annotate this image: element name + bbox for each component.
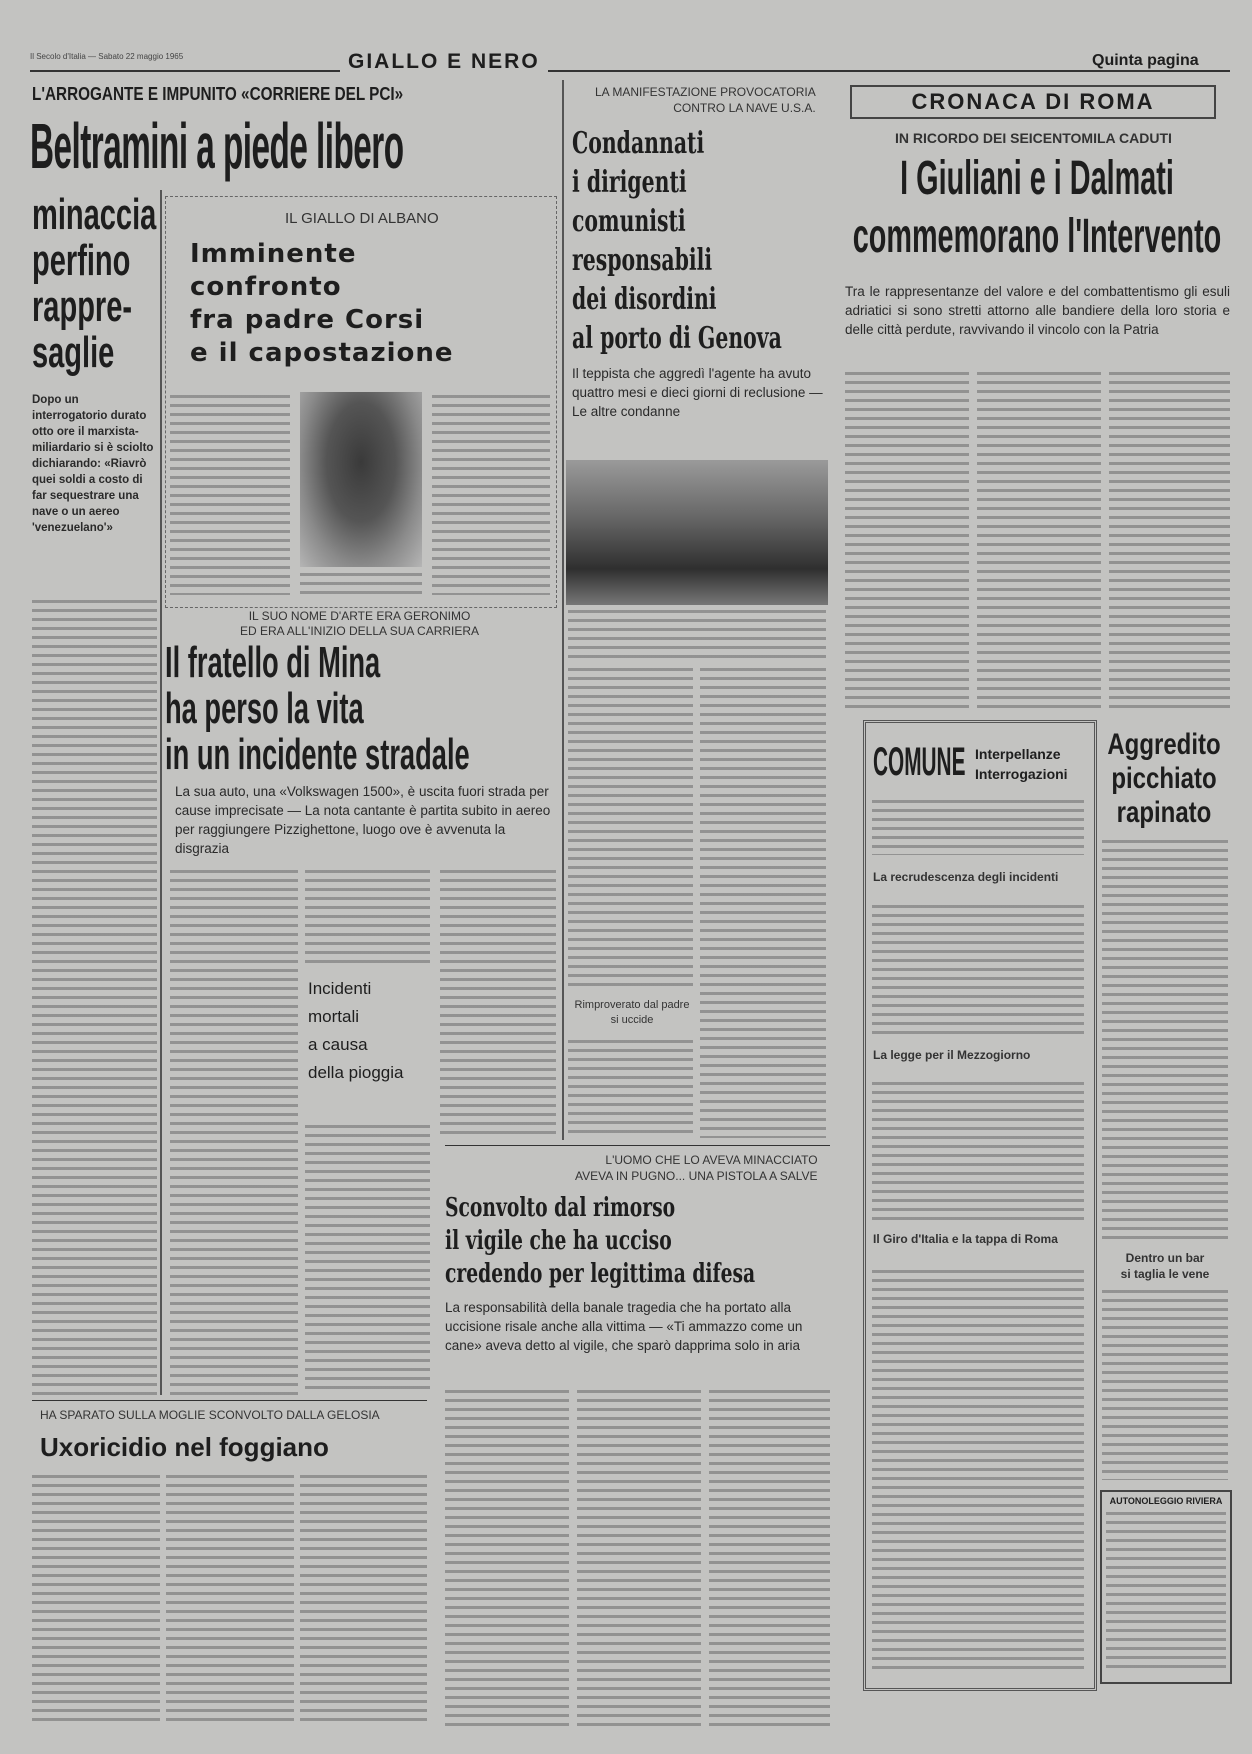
headline-line: fra padre Corsi: [190, 305, 425, 335]
comune-body: [872, 1270, 1084, 1672]
roma-headline: [845, 150, 1229, 266]
divider: [445, 1145, 830, 1146]
vigile-headline: [445, 1192, 755, 1291]
vigile-deck: La responsabilità della banale tragedia che ha portato alla uccisione risale anche alla vittima — «Ti ammazzo come un cane» aveva detto al vigile, che sparò dapprima solo in aria: [445, 1300, 803, 1353]
side-head-line: perfino: [32, 236, 131, 285]
headline-line: i dirigenti: [572, 165, 687, 200]
comune-subhead: La legge per il Mezzogiorno: [873, 1048, 1031, 1062]
genova-body: [568, 668, 693, 988]
page-label: Quinta pagina: [1088, 52, 1203, 70]
mina-deck: La sua auto, una «Volkswagen 1500», è uscita fuori strada per cause imprecisate — La nota cantante è partita subito in aereo per raggiungere Pizzighettone, luogo ove è avvenuta la disgrazia: [175, 784, 551, 856]
mina-kicker: [240, 609, 479, 639]
mina-body: [440, 870, 556, 1140]
headline-line: Condannati: [572, 126, 705, 161]
subtitle-line: Interpellanze: [975, 746, 1061, 762]
comune-subhead: La recrudescenza degli incidenti: [873, 870, 1059, 884]
aggredito-headline: [1100, 728, 1228, 830]
genova-deck: Il teppista che aggredì l'agente ha avuto quattro mesi e dieci giorni di reclusione — Le altre condanne: [572, 366, 823, 419]
photo-caption: [568, 610, 826, 660]
comune-intro: [872, 800, 1084, 855]
mina-headline: [165, 640, 470, 778]
roma-kicker: IN RICORDO DEI SEICENTOMILA CADUTI: [895, 130, 1172, 146]
masthead-rule: [30, 70, 1230, 72]
aggredito-body: [1102, 840, 1228, 1240]
subhead-line: si taglia le vene: [1120, 1267, 1210, 1281]
kicker-line: IL SUO NOME D'ARTE ERA GERONIMO: [248, 609, 471, 623]
headline-line: picchiato: [1111, 762, 1217, 795]
headline-line: Aggredito: [1107, 728, 1221, 761]
subhead-line: si uccide: [610, 1014, 654, 1026]
headline-line: Incidenti: [308, 979, 372, 998]
beltramini-deck: Dopo un interrogatorio durato otto ore il marxista-miliardario si è sciolto dichiarando: «Riavrò quei soldi a costo di far sequestrare una nave o un aereo 'venezuelano'»: [32, 394, 154, 534]
headline-line: responsabili: [572, 243, 713, 278]
headline-line: Il fratello di Mina: [165, 638, 381, 687]
headline-line: al porto di Genova: [572, 321, 782, 356]
vigile-body: [445, 1390, 830, 1728]
column-rule: [562, 80, 564, 1140]
kicker-line: AVEVA IN PUGNO... UNA PISTOLA A SALVE: [575, 1169, 818, 1183]
subhead-line: Dentro un bar: [1125, 1251, 1205, 1265]
mina-body: [305, 870, 430, 965]
headline-line: I Giuliani e i Dalmati: [900, 152, 1174, 205]
genova-headline: [572, 124, 782, 358]
genova-subhead: [572, 998, 692, 1028]
headline-line: commemorano l'Intervento: [852, 210, 1222, 263]
comune-body: [872, 1082, 1084, 1220]
pioggia-headline: [308, 975, 403, 1087]
aggredito-subhead: [1102, 1250, 1228, 1282]
divider: [32, 1400, 427, 1401]
headline-line: rapinato: [1116, 796, 1212, 829]
ad-price-list: [1106, 1512, 1226, 1672]
beltramini-kicker: L'ARROGANTE E IMPUNITO «CORRIERE DEL PCI»: [32, 84, 404, 104]
column-rule: [160, 190, 162, 1395]
side-head-line: rappre-: [32, 282, 133, 331]
cronaca-roma-banner: CRONACA DI ROMA: [850, 85, 1216, 119]
headline-line: della pioggia: [308, 1063, 404, 1082]
mina-body: [170, 870, 298, 1395]
beltramini-body: [32, 600, 157, 1395]
genova-photo: [566, 460, 828, 605]
genova-kicker: [595, 84, 816, 116]
beltramini-side-head: [32, 192, 156, 376]
comune-subhead: Il Giro d'Italia e la tappa di Roma: [873, 1232, 1058, 1246]
albano-headline: [190, 238, 454, 370]
uxoricidio-headline: Uxoricidio nel foggiano: [40, 1432, 329, 1462]
beltramini-headline: Beltramini a piede libero: [30, 110, 404, 182]
albano-body: [170, 395, 290, 595]
comune-body: [872, 905, 1084, 1035]
kicker-line: CONTRO LA NAVE U.S.A.: [673, 101, 816, 115]
side-head-line: saglie: [32, 328, 115, 377]
headline-line: dei disordini: [572, 282, 717, 317]
headline-line: Imminente: [190, 239, 357, 269]
albano-body: [432, 395, 550, 595]
autonoleggio-ad: [1100, 1490, 1232, 1684]
section-title: GIALLO E NERO: [340, 50, 548, 74]
headline-line: il vigile che ha ucciso: [445, 1226, 672, 1256]
headline-line: credendo per legittima difesa: [445, 1259, 756, 1289]
roma-body: [845, 372, 1230, 710]
kicker-line: ED ERA ALL'INIZIO DELLA SUA CARRIERA: [240, 624, 480, 638]
uxoricidio-kicker: HA SPARATO SULLA MOGLIE SCONVOLTO DALLA GELOSIA: [40, 1408, 380, 1422]
portrait-photo: [300, 392, 422, 567]
subhead-line: Rimproverato dal padre: [574, 999, 690, 1011]
headline-line: comunisti: [572, 204, 686, 239]
uxoricidio-body: [32, 1475, 427, 1725]
folio: Il Secolo d'Italia — Sabato 22 maggio 1965: [30, 52, 184, 61]
headline-line: in un incidente stradale: [165, 730, 470, 779]
comune-subtitle: [975, 744, 1068, 784]
roma-deck: Tra le rappresentanze del valore e del combattentismo gli esuli adriatici si sono stretti attorno alle bandiere della loro storia e delle città perdute, ravvivando il vincolo con la Patria: [845, 284, 1230, 337]
albano-kicker: IL GIALLO DI ALBANO: [285, 210, 439, 227]
kicker-line: LA MANIFESTAZIONE PROVOCATORIA: [595, 85, 816, 99]
headline-line: confronto: [190, 272, 342, 302]
aggredito-body: [1102, 1290, 1228, 1480]
photo-caption: [300, 573, 422, 595]
genova-body: [568, 1040, 693, 1138]
headline-line: e il capostazione: [190, 338, 454, 368]
comune-title: COMUNE: [873, 740, 966, 784]
pioggia-body: [305, 1125, 430, 1395]
headline-line: mortali: [308, 1007, 360, 1026]
genova-body: [700, 668, 826, 1138]
headline-line: ha perso la vita: [165, 684, 364, 733]
vigile-kicker: [575, 1152, 818, 1184]
kicker-line: L'UOMO CHE LO AVEVA MINACCIATO: [605, 1153, 818, 1167]
headline-line: Sconvolto dal rimorso: [445, 1193, 676, 1223]
headline-line: a causa: [308, 1035, 368, 1054]
side-head-line: minaccia: [32, 190, 157, 239]
ad-title: AUTONOLEGGIO RIVIERA: [1109, 1496, 1223, 1506]
subtitle-line: Interrogazioni: [975, 766, 1068, 782]
